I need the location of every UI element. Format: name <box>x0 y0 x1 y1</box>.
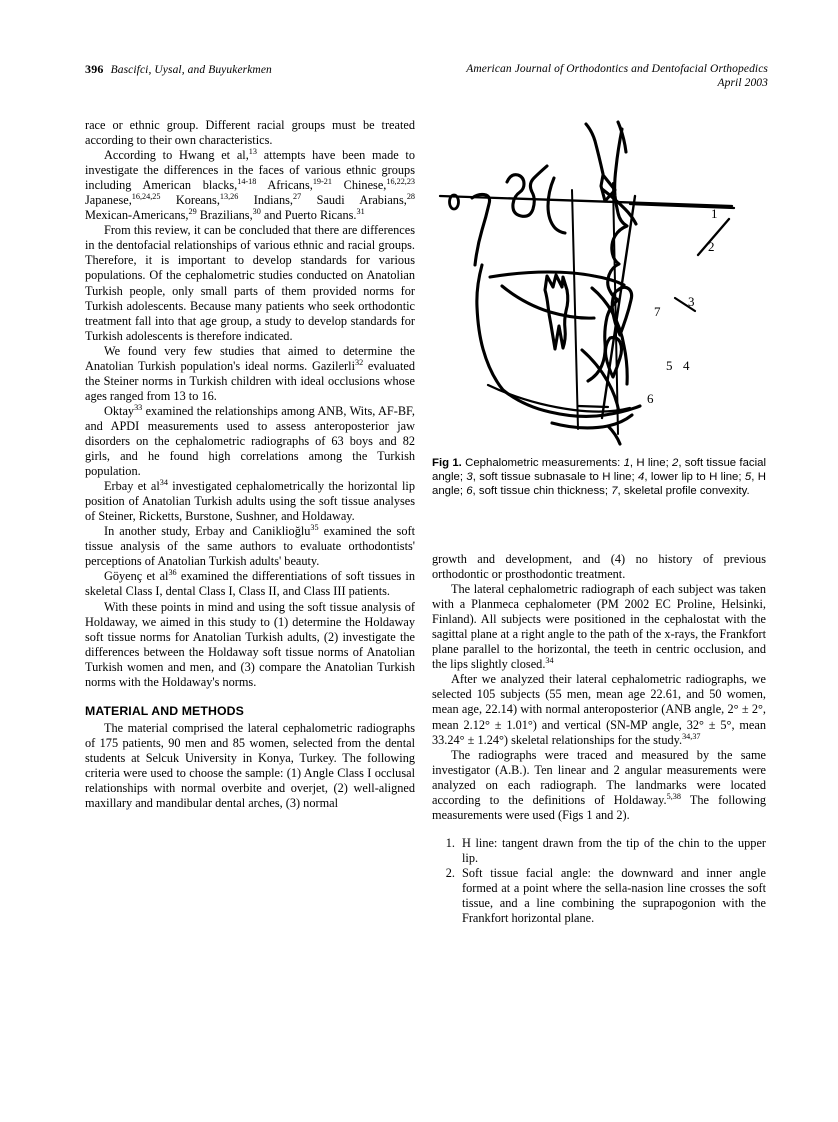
section-heading-material-and-methods: MATERIAL AND METHODS <box>85 703 244 718</box>
running-head-right <box>466 62 768 90</box>
running-head <box>85 62 768 102</box>
paragraph: The lateral cephalometric radiograph of each subject was taken with a Planmeca cephalometer (PM 2002 EC Proline, Helsinki, Finland). All subjects were positioned in the cephalostat with the sagittal plane at a right angle to the path of the x-rays, the Frankfort plane parallel to the horizontal, the teeth in centric occlusion, and the lips slightly closed.$^{34}$ <box>432 582 766 672</box>
frankfort-horizontal-plane <box>440 196 732 206</box>
paragraph: We found very few studies that aimed to determine the Anatolian Turkish population's ideal norms. Gazilerli$^{32}$ evaluated the Steiner norms in Turkish children with ideal occlusions whose ages ranged from 13 to 16. <box>85 343 415 403</box>
journal-title: American Journal of Orthodontics and Dentofacial Orthopedics <box>466 63 768 75</box>
soft-tissue-chin-thickness-line <box>578 406 608 407</box>
figure-marker-6: 6 <box>647 391 654 406</box>
paragraph: With these points in mind and using the soft tissue analysis of Holdaway, we aimed in this study to (1) determine the Holdaway soft tissue norms for Anatolian Turkish adults, (2) investigate the differences between the Holdaway soft tissue norms of Anatolian Turkish women and men, and (3) compare the Anatolian Turkish norms with the Holdaway's norms. <box>85 599 415 689</box>
right-column-body <box>432 552 766 823</box>
sella-turcica-outline <box>507 166 547 216</box>
paragraph: Oktay$^{33}$ examined the relationships among ANB, Wits, AF-BF, and APDI measurements used to assess anteroposterior jaw disorders on the cephalometric radiographs of 63 boys and 82 girls, and he found high correlations among the Turkish population. <box>85 402 415 479</box>
figure-marker-4: 4 <box>683 358 690 373</box>
paragraph: From this review, it can be concluded that there are differences in the dentofacial relationships of various ethnic and racial groups. Therefore, it is important to develop standards for various populations. Of the cephalometric studies conducted on Anatolian Turkish people, only small parts of them provided norms for Turkish adolescents. Because many patients who seek orthodontic treatment fall into that age group, a study to develop standards for Turkish adolescents is therefore indicated. <box>85 223 415 343</box>
measurement-definition-list <box>432 836 766 926</box>
figure-marker-7: 7 <box>654 304 661 319</box>
paragraph: The material comprised the lateral cephalometric radiographs of 175 patients, 90 men and 85 women, selected from the dental students at Selcuk University in Konya, Turkey. The following criteria were used to choose the sample: (1) Angle Class I occlusal relationships with normal overbite and overjet, (2) well-aligned maxillary and mandibular dental arches, (3) normal <box>85 720 415 811</box>
running-head-authors: Bascifci, Uysal, and Buyukerkmen <box>110 64 272 76</box>
measurement-list-item: 2. Soft tissue facial angle: the downward and inner angle formed at a point where the sella-nasion line crosses the soft tissue, and a line combining the suprapogonion with the Frankfort horizontal plane. <box>458 866 766 926</box>
posterior-cranial-base <box>472 194 490 265</box>
paragraph: race or ethnic group. Different racial groups must be treated according to their own characteristics. <box>85 118 415 148</box>
cephalometric-tracing-svg <box>432 118 766 448</box>
figure-marker-2: 2 <box>708 239 715 254</box>
figure-marker-5: 5 <box>666 358 673 373</box>
running-head-left <box>85 62 272 77</box>
maxillary-molar-outline <box>545 275 568 349</box>
figure-marker-1: 1 <box>711 206 718 221</box>
vertical-reference-line-left <box>572 190 578 429</box>
mandible-lower-border <box>503 390 605 416</box>
figure-number-markers <box>647 206 718 406</box>
mandible-posterior-ramus <box>477 265 503 390</box>
left-column-section-body <box>85 721 415 811</box>
paragraph: According to Hwang et al,$^{13}$ attempts have been made to investigate the differences in the faces of various ethnic groups including American blacks,$^{14-18}$ Africans,$^{19-21}$ Chinese,$^{16,22,23}$ Japanese,$^{16,24,25}$ Koreans,$^{13,26}$ Indians,$^{27}$ Saudi Arabians,$^{28}$ Mexican-Americans,$^{29}$ Brazilians,$^{30}$ and Puerto Ricans.$^{31}$ <box>85 147 416 223</box>
cephalometric-tracing-figure <box>432 118 766 448</box>
right-column <box>432 552 766 926</box>
paragraph: growth and development, and (4) no history of previous orthodontic or prosthodontic treatment. <box>432 552 766 582</box>
paragraph: After we analyzed their lateral cephalometric radiographs, we selected 105 subjects (55 men, mean age 22.61, and 50 women, mean age, 22.14) with normal anteroposterior (ANB angle, 2° ± 2°, mean 2.12° ± 1.01°) and vertical (SN-MP angle, 32° ± 5°, mean 33.24° ± 1.24°) skeletal relationships for the study.$^{34,37}$ <box>432 672 766 747</box>
paragraph: The radiographs were traced and measured by the same investigator (A.B.). Ten linear and 2 angular measurements were analyzed on each radiograph. The landmarks were located according to the definitions of Holdaway.$^{5,38}$ The following measurements were used (Figs 1 and 2). <box>432 747 767 822</box>
issue-date: April 2003 <box>717 77 768 89</box>
soft-palate-curve <box>548 178 565 233</box>
paragraph: Erbay et $al^{34}$ investigated cephalometrically the horizontal lip position of Anatolian Turkish adults using the soft tissue analyses of Steiner, Ricketts, Burstone, Sushner, and Holdaway. <box>85 478 415 524</box>
paragraph: In another study, Erbay and Caniklioğlu$^{35}$ examined the soft tissue analysis of the same authors to evaluate orthodontists' perceptions of Anatolian Turkish adults' beauty. <box>85 523 415 569</box>
left-column-body <box>85 118 415 690</box>
nasal-bone <box>586 124 603 174</box>
figure-marker-3: 3 <box>688 294 695 309</box>
page-number: 396 <box>85 62 104 76</box>
figure-caption: Fig 1. Cephalometric measurements: 1, H line; 2, soft tissue facial angle; 3, soft tissue subnasale to H line; 4, lower lip to H line; 5, H angle; 6, soft tissue chin thickness; 7, skeletal profile convexity. <box>432 457 766 498</box>
left-column <box>85 118 415 811</box>
measurement-list-item: 1. H line: tangent drawn from the tip of the chin to the upper lip. <box>458 836 766 866</box>
paragraph: Göyenç et $al^{36}$ examined the differentiations of soft tissues in skeletal Class I, dental Class I, Class II, and Class III patients. <box>85 568 416 599</box>
figure-1 <box>432 118 766 499</box>
